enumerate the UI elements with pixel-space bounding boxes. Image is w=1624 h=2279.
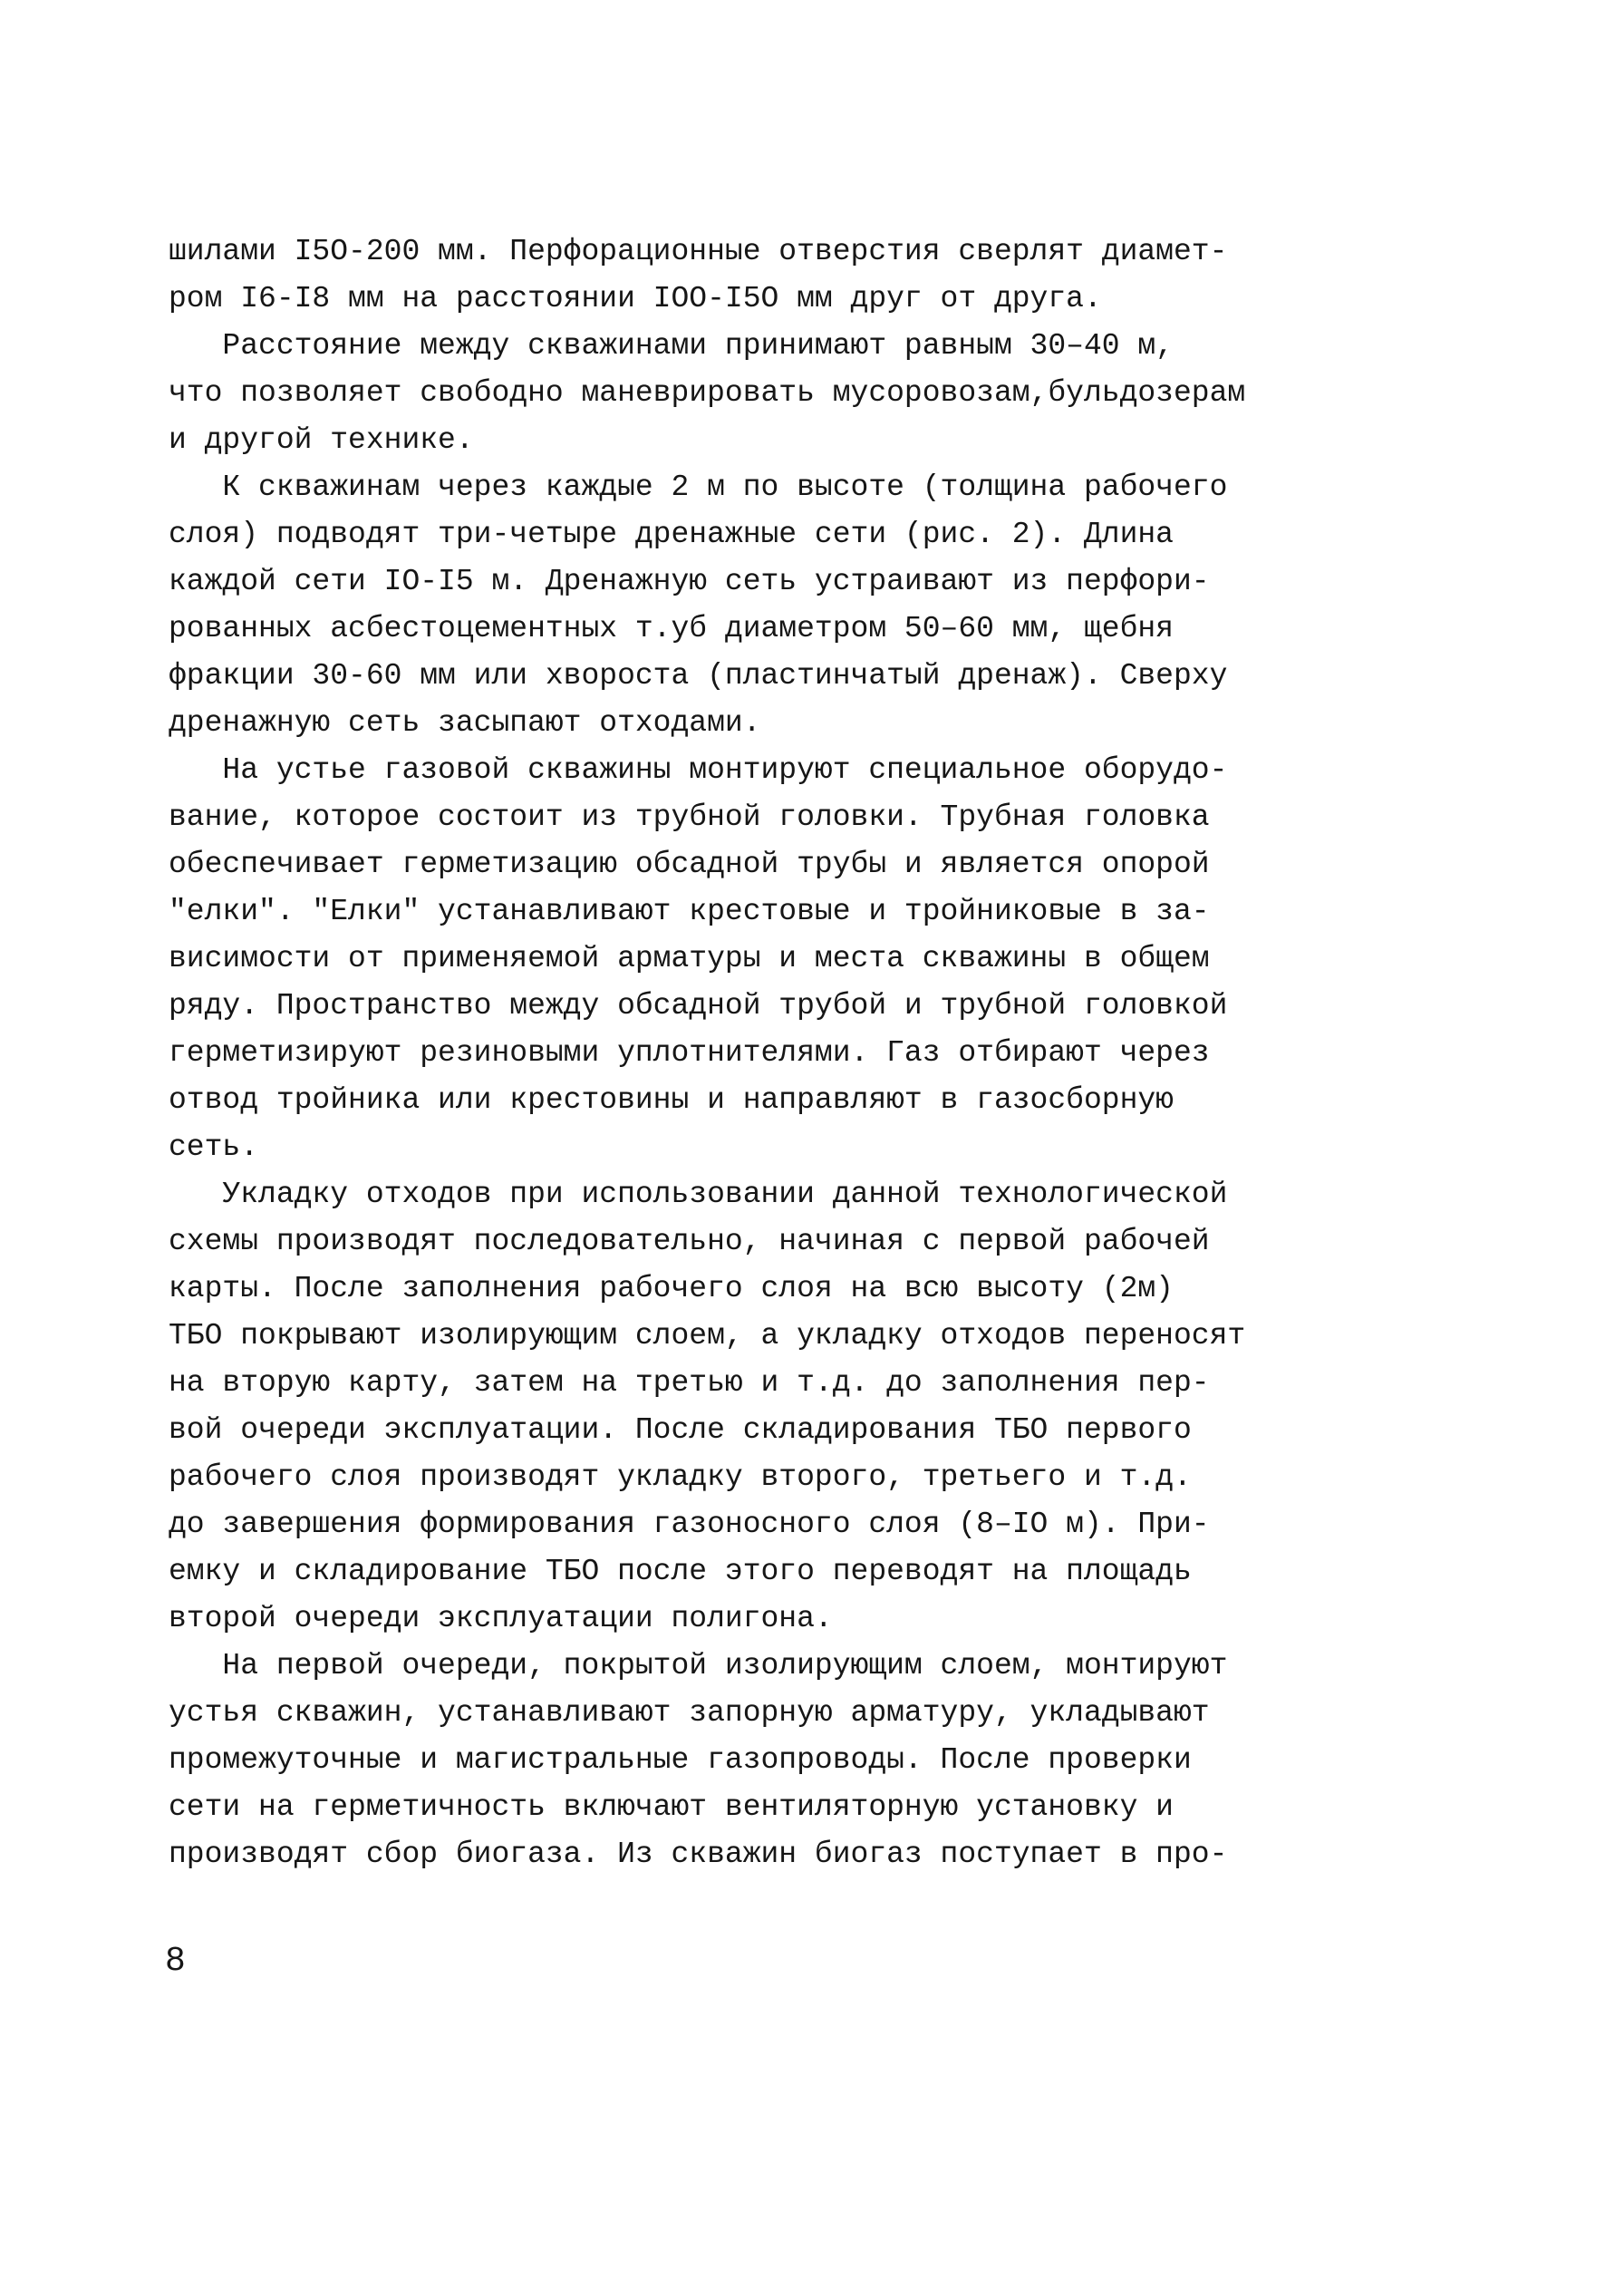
text-line: карты. После заполнения рабочего слоя на всю высоту (2м): [169, 1272, 1174, 1305]
text-line: вой очереди эксплуатации. После складирования ТБО первого: [169, 1413, 1192, 1447]
text-line: ТБО покрывают изолирующим слоем, а укладку отходов переносят: [169, 1319, 1246, 1353]
text-line: дренажную сеть засыпают отходами.: [169, 706, 761, 740]
text-line: каждой сети IО-I5 м. Дренажную сеть устраивают из перфори-: [169, 565, 1210, 598]
text-line: до завершения формирования газоносного слоя (8–IО м). При-: [169, 1508, 1210, 1541]
text-line: Укладку отходов при использовании данной технологической: [169, 1178, 1228, 1211]
page-number: 8: [165, 1942, 186, 1981]
text-line: рованных асбестоцементных т.уб диаметром 50–60 мм, щебня: [169, 612, 1174, 645]
text-line: шилами I5О-200 мм. Перфорационные отверстия сверлят диамет-: [169, 235, 1228, 268]
text-line: устья скважин, устанавливают запорную арматуру, укладывают: [169, 1696, 1210, 1730]
text-line: герметизируют резиновыми уплотнителями. Газ отбирают через: [169, 1036, 1210, 1070]
text-line: промежуточные и магистральные газопроводы. После проверки: [169, 1743, 1192, 1777]
text-line: висимости от применяемой арматуры и места скважины в общем: [169, 942, 1210, 975]
text-line: На устье газовой скважины монтируют специальное оборудо-: [169, 753, 1228, 787]
text-line: обеспечивает герметизацию обсадной трубы и является опорой: [169, 848, 1210, 881]
text-line: сеть.: [169, 1130, 259, 1164]
text-line: что позволяет свободно маневрировать мусоровозам,бульдозерам: [169, 376, 1246, 410]
text-line: вание, которое состоит из трубной головки. Трубная головка: [169, 800, 1210, 834]
text-line: емку и складирование ТБО после этого переводят на площадь: [169, 1555, 1192, 1588]
text-line: "елки". "Елки" устанавливают крестовые и тройниковые в за-: [169, 895, 1210, 928]
text-line: схемы производят последовательно, начиная с первой рабочей: [169, 1225, 1210, 1258]
text-line: и другой технике.: [169, 423, 474, 457]
body-text: [169, 228, 1338, 1878]
text-line: фракции 30-60 мм или хвороста (пластинчатый дренаж). Сверху: [169, 659, 1228, 693]
text-line: К скважинам через каждые 2 м по высоте (толщина рабочего: [169, 470, 1228, 504]
text-line: слоя) подводят три-четыре дренажные сети (рис. 2). Длина: [169, 518, 1174, 551]
text-line: на вторую карту, затем на третью и т.д. до заполнения пер-: [169, 1366, 1210, 1400]
text-line: Расстояние между скважинами принимают равным 30–40 м,: [169, 329, 1174, 363]
text-line: На первой очереди, покрытой изолирующим слоем, монтируют: [169, 1649, 1228, 1683]
text-line: ряду. Пространство между обсадной трубой и трубной головкой: [169, 989, 1228, 1023]
text-line: ром I6-I8 мм на расстоянии IОО-I5О мм друг от друга.: [169, 282, 1102, 315]
text-line: отвод тройника или крестовины и направляют в газосборную: [169, 1083, 1174, 1117]
text-line: производят сбор биогаза. Из скважин биогаз поступает в про-: [169, 1838, 1228, 1871]
text-line: сети на герметичность включают вентиляторную установку и: [169, 1790, 1174, 1824]
text-line: рабочего слоя производят укладку второго, третьего и т.д.: [169, 1460, 1192, 1494]
text-line: второй очереди эксплуатации полигона.: [169, 1602, 833, 1635]
